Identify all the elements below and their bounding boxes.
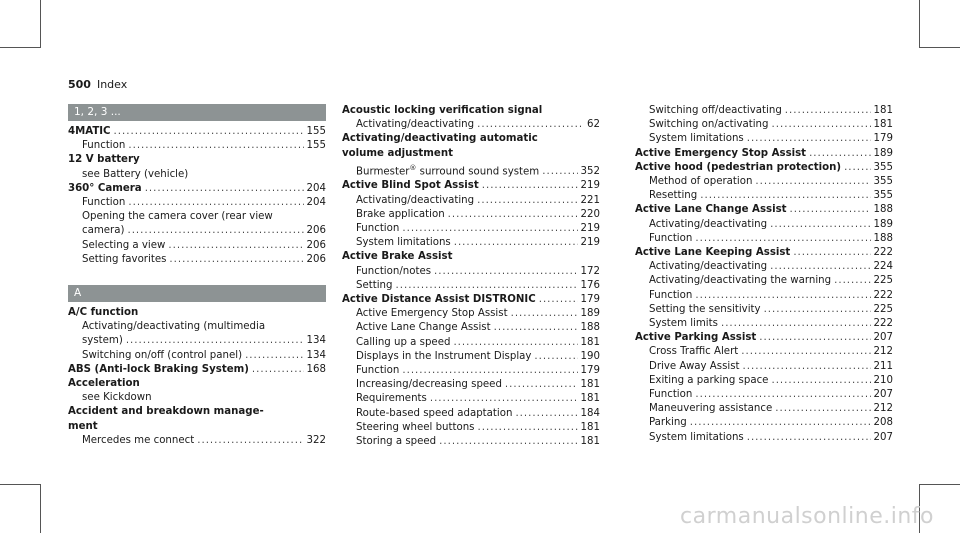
index-entry[interactable]: Active Blind Spot Assist ..... 219 xyxy=(342,179,600,193)
index-subentry[interactable]: System limitations ..... 207 xyxy=(635,431,893,445)
crop-mark xyxy=(0,484,41,485)
index-subentry[interactable]: Function ..... 188 xyxy=(635,232,893,246)
index-subentry[interactable]: Maneuvering assistance ..... 212 xyxy=(635,402,893,416)
index-entry[interactable]: Active Distance Assist DISTRONIC ..... 179 xyxy=(342,293,600,307)
crop-mark xyxy=(919,484,960,485)
index-subentry-text: Activating/deactivating (multimedia xyxy=(82,321,266,333)
index-entry[interactable]: ABS (Anti-lock Braking System) ..... 168 xyxy=(68,363,326,377)
index-subentry[interactable]: Steering wheel buttons ..... 181 xyxy=(342,421,600,435)
index-heading: Active Brake Assist xyxy=(342,251,453,263)
index-subentry[interactable]: Setting favorites ..... 206 xyxy=(68,253,326,267)
index-entry[interactable]: Active Parking Assist ..... 207 xyxy=(635,331,893,345)
crop-mark xyxy=(919,47,960,48)
index-subentry[interactable]: Activating/deactivating ..... 62 xyxy=(342,118,600,132)
index-subentry[interactable]: Drive Away Assist ..... 211 xyxy=(635,360,893,374)
index-heading: Activating/deactivating automatic xyxy=(342,133,538,145)
index-subentry[interactable]: Switching on/activating ..... 181 xyxy=(635,118,893,132)
index-heading: ment xyxy=(68,420,98,432)
index-subentry[interactable]: Setting ..... 176 xyxy=(342,279,600,293)
index-subentry[interactable]: Function ..... 179 xyxy=(342,364,600,378)
index-subentry[interactable]: Selecting a view ..... 206 xyxy=(68,239,326,253)
index-subentry[interactable]: Function ..... 207 xyxy=(635,388,893,402)
index-subentry[interactable]: Exiting a parking space ..... 210 xyxy=(635,374,893,388)
index-subentry[interactable]: Storing a speed ..... 181 xyxy=(342,435,600,449)
index-subentry[interactable]: Method of operation ..... 355 xyxy=(635,175,893,189)
section-bar-numbers: 1, 2, 3 ... xyxy=(68,104,326,121)
index-heading: Acoustic locking verification signal xyxy=(342,105,543,116)
index-column-2 xyxy=(342,104,600,449)
index-subentry[interactable]: Setting the sensitivity ..... 225 xyxy=(635,303,893,317)
index-subentry[interactable]: System limitations ..... 219 xyxy=(342,236,600,250)
index-subentry[interactable]: Requirements ..... 181 xyxy=(342,392,600,406)
index-subentry[interactable]: Activating/deactivating ..... 224 xyxy=(635,260,893,274)
index-entry[interactable]: 360° Camera ..... 204 xyxy=(68,182,326,196)
index-subentry[interactable]: camera) ..... 206 xyxy=(68,224,326,238)
index-entry[interactable]: Active Emergency Stop Assist ..... 189 xyxy=(635,147,893,161)
index-subentry[interactable]: Calling up a speed ..... 181 xyxy=(342,336,600,350)
index-subentry[interactable]: Activating/deactivating ..... 189 xyxy=(635,218,893,232)
index-subentry[interactable]: Cross Traffic Alert ..... 212 xyxy=(635,345,893,359)
index-subentry[interactable]: System limits ..... 222 xyxy=(635,317,893,331)
index-subentry-text: Opening the camera cover (rear view xyxy=(82,211,273,223)
section-bar-a: A xyxy=(68,285,326,302)
index-subentry[interactable]: Increasing/decreasing speed ..... 181 xyxy=(342,378,600,392)
index-subentry[interactable]: Burmester® surround sound system ..... 352 xyxy=(342,161,600,180)
index-heading: volume adjustment xyxy=(342,147,453,159)
index-subentry[interactable]: Displays in the Instrument Display ..... 190 xyxy=(342,350,600,364)
index-entry[interactable]: Active hood (pedestrian protection) ..... 355 xyxy=(635,161,893,175)
index-entry[interactable]: Active Lane Keeping Assist ..... 222 xyxy=(635,246,893,260)
crop-mark xyxy=(40,0,41,48)
crop-mark xyxy=(40,484,41,533)
index-see-reference[interactable]: see Battery (vehicle) xyxy=(82,168,189,180)
index-column-1 xyxy=(68,104,326,448)
index-entry[interactable]: Active Lane Change Assist ..... 188 xyxy=(635,203,893,217)
index-subentry[interactable]: Function ..... 222 xyxy=(635,289,893,303)
crop-mark xyxy=(919,0,920,48)
index-subentry[interactable]: System limitations ..... 179 xyxy=(635,132,893,146)
crop-mark xyxy=(0,47,41,48)
index-subentry[interactable]: Brake application ..... 220 xyxy=(342,208,600,222)
index-subentry[interactable]: Activating/deactivating ..... 221 xyxy=(342,194,600,208)
index-heading: Accident and breakdown manage- xyxy=(68,406,264,418)
index-subentry[interactable]: Resetting ..... 355 xyxy=(635,189,893,203)
index-subentry[interactable]: Function ..... 204 xyxy=(68,196,326,210)
index-subentry[interactable]: Switching on/off (control panel) ..... 134 xyxy=(68,349,326,363)
index-subentry[interactable]: Function ..... 155 xyxy=(68,139,326,153)
index-see-reference[interactable]: see Kickdown xyxy=(82,392,152,404)
index-column-3 xyxy=(635,104,893,445)
index-subentry[interactable]: Route-based speed adaptation ..... 184 xyxy=(342,407,600,421)
page-header xyxy=(68,78,127,91)
index-heading: 12 V battery xyxy=(68,154,140,166)
index-subentry[interactable]: Function/notes ..... 172 xyxy=(342,265,600,279)
index-subentry[interactable]: Function ..... 219 xyxy=(342,222,600,236)
index-heading: Acceleration xyxy=(68,378,140,390)
index-subentry[interactable]: Active Emergency Stop Assist ..... 189 xyxy=(342,307,600,321)
index-subentry[interactable]: Active Lane Change Assist ..... 188 xyxy=(342,321,600,335)
index-heading: A/C function xyxy=(68,307,139,319)
index-subentry[interactable]: Parking ..... 208 xyxy=(635,416,893,430)
index-subentry[interactable]: Activating/deactivating the warning ..... 225 xyxy=(635,274,893,288)
index-subentry[interactable]: Mercedes me connect ..... 322 xyxy=(68,434,326,448)
index-subentry[interactable]: Switching off/deactivating ..... 181 xyxy=(635,104,893,118)
index-subentry[interactable]: system) ..... 134 xyxy=(68,334,326,348)
page-number: 500 xyxy=(68,78,91,91)
section-title: Index xyxy=(96,78,128,91)
watermark: carmanualsonline.info xyxy=(680,504,934,529)
index-entry[interactable]: 4MATIC ..... 155 xyxy=(68,125,326,139)
